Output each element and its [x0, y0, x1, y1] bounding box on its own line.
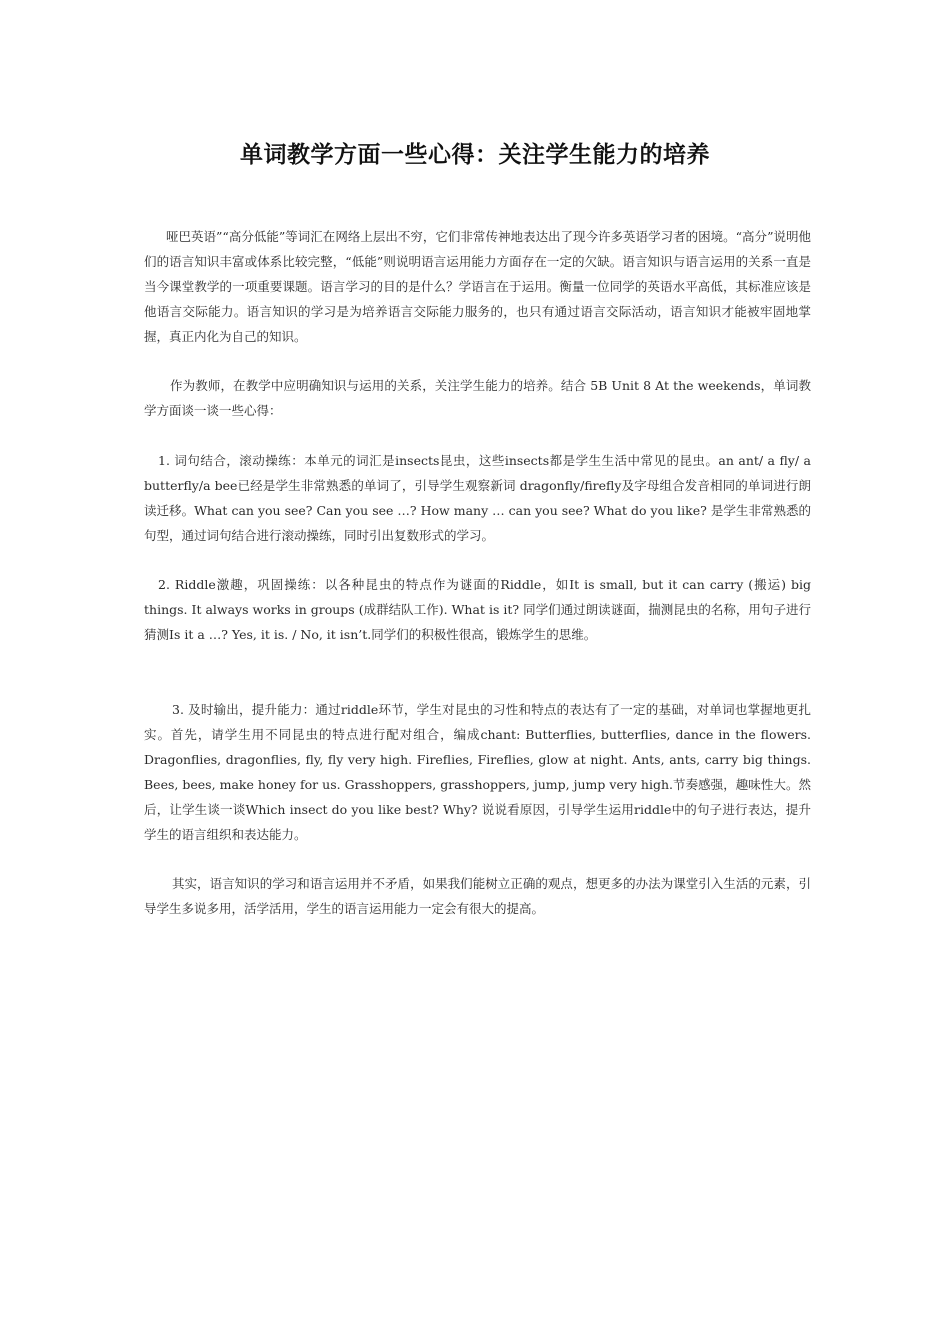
paragraph-point-3: 3. 及时输出，提升能力：通过riddle环节，学生对昆虫的习性和特点的表达有了一定的基础，对单词也掌握地更扎实。首先，请学生用不同昆虫的特点进行配对组合，编成chant: Butterflies, butterflies, dance in the flowers. Dragonflies, dragonflies, fly, fly very high. Fireflies, Fireflies, glow at night. Ants, ants, carry big things. Bees, bees, make honey for us. Grasshoppers, grasshoppers, jump, jump very high.节奏感强，趣味性大。然后，让学生谈一谈Which insect do you like best? Why? 说说看原因，引导学生运用riddle中的句子进行表达，提升学生的语言组织和表达能力。: [144, 702, 811, 842]
paragraph-point-2: 2. Riddle激趣，巩固操练：以各种昆虫的特点作为谜面的Riddle，如It is small, but it can carry (搬运) big things. It always works in groups (成群结队工作). What is it? 同学们通过朗读谜面，揣测昆虫的名称，用句子进行猜测Is it a …? Yes, it is. / No, it isn’t.同学们的积极性很高，锻炼学生的思维。: [144, 577, 811, 642]
document-title: 单词教学方面一些心得：关注学生能力的培养: [240, 142, 710, 168]
paragraph-conclusion: 其实，语言知识的学习和语言运用并不矛盾，如果我们能树立正确的观点，想更多的办法为课堂引入生活的元素，引导学生多说多用，活学活用，学生的语言运用能力一定会有很大的提高。: [144, 876, 811, 916]
paragraph-intro: 哑巴英语”“高分低能”等词汇在网络上层出不穷，它们非常传神地表达出了现今许多英语学习者的困境。“高分”说明他们的语言知识丰富或体系比较完整，“低能”则说明语言运用能力方面存在一定的欠缺。语言知识与语言运用的关系一直是当今课堂教学的一项重要课题。语言学习的目的是什么？学语言在于运用。衡量一位同学的英语水平高低，其标准应该是他语言交际能力。语言知识的学习是为培养语言交际能力服务的，也只有通过语言交际活动，语言知识才能被牢固地掌握，真正内化为自己的知识。: [144, 229, 811, 344]
paragraph-point-1: 1. 词句结合，滚动操练：本单元的词汇是insects昆虫，这些insects都是学生生活中常见的昆虫。an ant/ a fly/ a butterfly/a bee已经是学生非常熟悉的单词了，引导学生观察新词 dragonfly/firefly及字母组合发音相同的单词进行朗读迁移。What can you see? Can you see …? How many … can you see? What do you like? 是学生非常熟悉的句型，通过词句结合进行滚动操练，同时引出复数形式的学习。: [144, 453, 811, 543]
paragraph-teacher-role: 作为教师，在教学中应明确知识与运用的关系，关注学生能力的培养。结合 5B Unit 8 At the weekends，单词教学方面谈一谈一些心得：: [144, 378, 811, 418]
